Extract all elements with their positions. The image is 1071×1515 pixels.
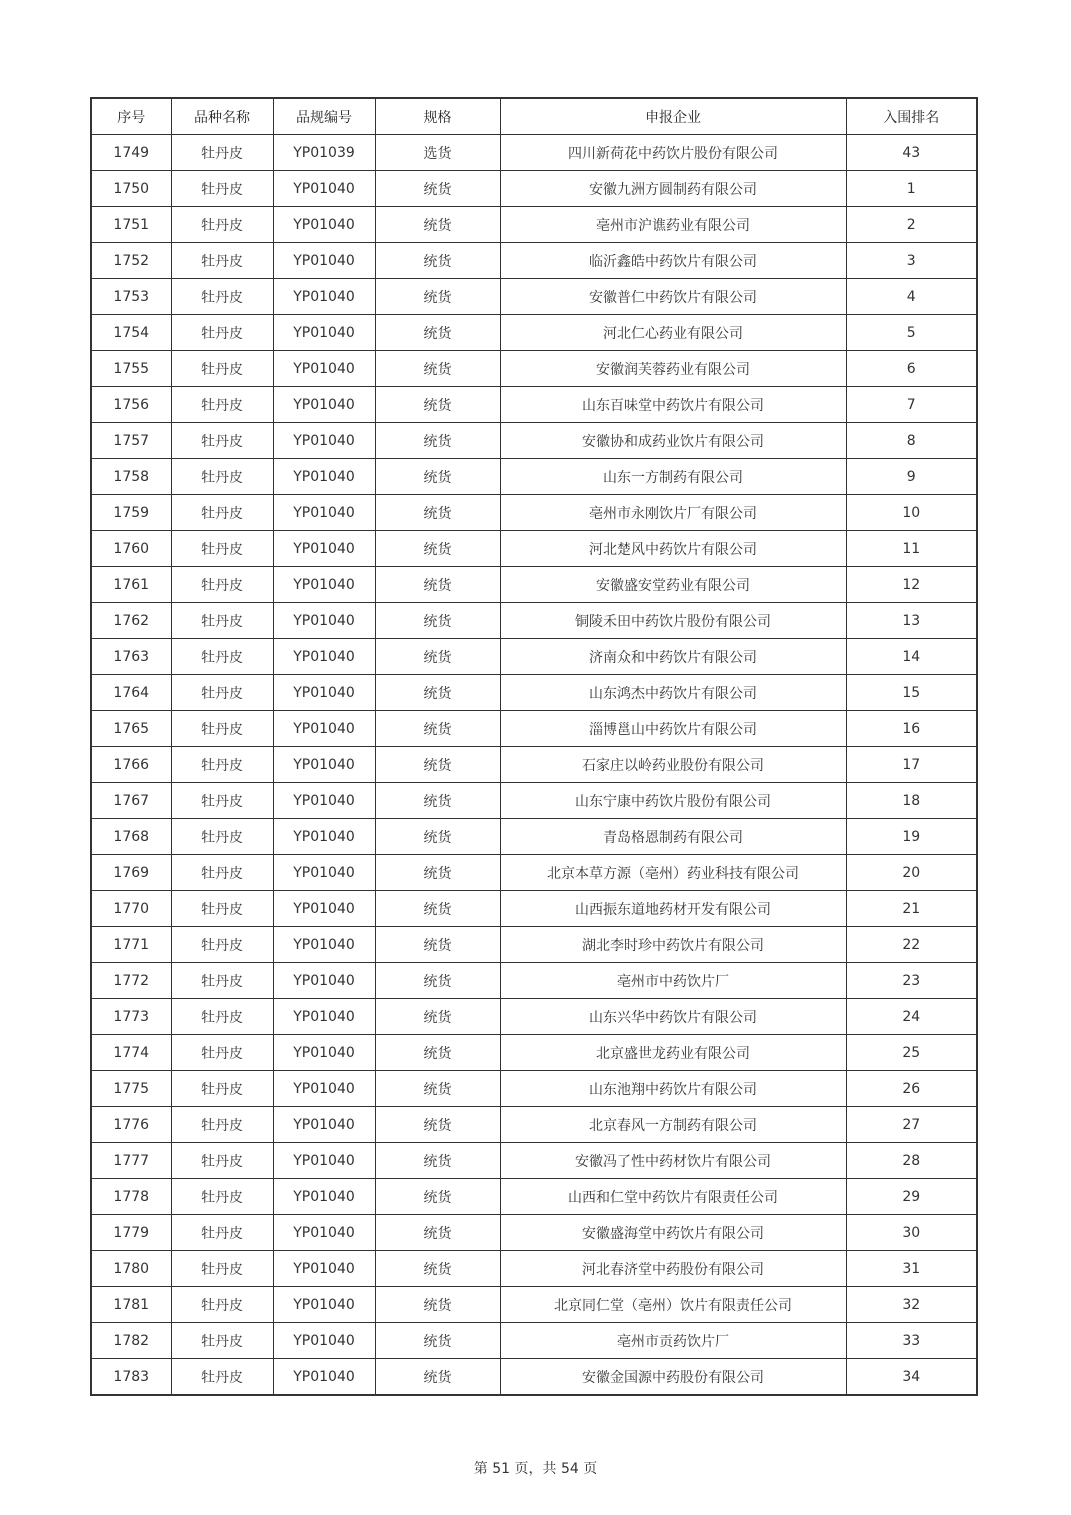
- cell-rank: 11: [846, 531, 977, 567]
- header-cell-company: 申报企业: [500, 98, 846, 135]
- cell-company: 亳州市中药饮片厂: [500, 963, 846, 999]
- cell-spec: 统货: [375, 711, 500, 747]
- cell-variety: 牡丹皮: [171, 1359, 273, 1396]
- cell-rank: 20: [846, 855, 977, 891]
- cell-index: 1754: [91, 315, 171, 351]
- cell-variety: 牡丹皮: [171, 1287, 273, 1323]
- cell-company: 山西和仁堂中药饮片有限责任公司: [500, 1179, 846, 1215]
- cell-index: 1781: [91, 1287, 171, 1323]
- cell-code: YP01040: [273, 495, 375, 531]
- cell-code: YP01040: [273, 603, 375, 639]
- cell-rank: 33: [846, 1323, 977, 1359]
- cell-variety: 牡丹皮: [171, 711, 273, 747]
- cell-code: YP01040: [273, 819, 375, 855]
- cell-company: 四川新荷花中药饮片股份有限公司: [500, 135, 846, 171]
- cell-code: YP01040: [273, 1287, 375, 1323]
- cell-company: 安徽协和成药业饮片有限公司: [500, 423, 846, 459]
- cell-index: 1776: [91, 1107, 171, 1143]
- cell-spec: 统货: [375, 351, 500, 387]
- cell-variety: 牡丹皮: [171, 459, 273, 495]
- table-row: [91, 1143, 977, 1179]
- cell-rank: 24: [846, 999, 977, 1035]
- cell-company: 河北春济堂中药股份有限公司: [500, 1251, 846, 1287]
- cell-company: 河北楚风中药饮片有限公司: [500, 531, 846, 567]
- cell-spec: 统货: [375, 531, 500, 567]
- cell-spec: 统货: [375, 243, 500, 279]
- cell-company: 山东百味堂中药饮片有限公司: [500, 387, 846, 423]
- cell-variety: 牡丹皮: [171, 171, 273, 207]
- cell-rank: 15: [846, 675, 977, 711]
- cell-spec: 统货: [375, 963, 500, 999]
- cell-rank: 2: [846, 207, 977, 243]
- cell-variety: 牡丹皮: [171, 1107, 273, 1143]
- cell-index: 1768: [91, 819, 171, 855]
- cell-index: 1749: [91, 135, 171, 171]
- cell-code: YP01039: [273, 135, 375, 171]
- cell-variety: 牡丹皮: [171, 1179, 273, 1215]
- table-row: [91, 243, 977, 279]
- cell-code: YP01040: [273, 747, 375, 783]
- cell-index: 1780: [91, 1251, 171, 1287]
- cell-variety: 牡丹皮: [171, 1323, 273, 1359]
- cell-spec: 统货: [375, 819, 500, 855]
- cell-rank: 6: [846, 351, 977, 387]
- cell-company: 安徽九洲方圆制药有限公司: [500, 171, 846, 207]
- cell-company: 青岛格恩制药有限公司: [500, 819, 846, 855]
- cell-index: 1762: [91, 603, 171, 639]
- cell-index: 1783: [91, 1359, 171, 1396]
- cell-spec: 统货: [375, 315, 500, 351]
- table-row: [91, 675, 977, 711]
- cell-spec: 统货: [375, 1251, 500, 1287]
- cell-code: YP01040: [273, 459, 375, 495]
- table-row: [91, 1035, 977, 1071]
- cell-code: YP01040: [273, 711, 375, 747]
- cell-company: 亳州市沪谯药业有限公司: [500, 207, 846, 243]
- cell-spec: 统货: [375, 1323, 500, 1359]
- table-header-row: [91, 98, 977, 135]
- table-row: [91, 1287, 977, 1323]
- cell-rank: 22: [846, 927, 977, 963]
- cell-index: 1752: [91, 243, 171, 279]
- cell-spec: 统货: [375, 423, 500, 459]
- cell-code: YP01040: [273, 1251, 375, 1287]
- cell-rank: 3: [846, 243, 977, 279]
- cell-spec: 统货: [375, 639, 500, 675]
- table-row: [91, 531, 977, 567]
- cell-index: 1774: [91, 1035, 171, 1071]
- cell-company: 济南众和中药饮片有限公司: [500, 639, 846, 675]
- cell-variety: 牡丹皮: [171, 207, 273, 243]
- cell-code: YP01040: [273, 927, 375, 963]
- cell-company: 安徽盛海堂中药饮片有限公司: [500, 1215, 846, 1251]
- cell-spec: 统货: [375, 171, 500, 207]
- table-row: [91, 495, 977, 531]
- cell-code: YP01040: [273, 1359, 375, 1396]
- cell-index: 1758: [91, 459, 171, 495]
- table-row: [91, 207, 977, 243]
- cell-variety: 牡丹皮: [171, 531, 273, 567]
- header-cell-code: 品规编号: [273, 98, 375, 135]
- cell-company: 淄博邕山中药饮片有限公司: [500, 711, 846, 747]
- cell-variety: 牡丹皮: [171, 747, 273, 783]
- table-row: [91, 1323, 977, 1359]
- cell-code: YP01040: [273, 891, 375, 927]
- cell-index: 1765: [91, 711, 171, 747]
- table-row: [91, 1107, 977, 1143]
- cell-company: 山东宁康中药饮片股份有限公司: [500, 783, 846, 819]
- cell-company: 山东池翔中药饮片有限公司: [500, 1071, 846, 1107]
- cell-index: 1760: [91, 531, 171, 567]
- cell-rank: 29: [846, 1179, 977, 1215]
- cell-index: 1750: [91, 171, 171, 207]
- cell-variety: 牡丹皮: [171, 675, 273, 711]
- cell-index: 1779: [91, 1215, 171, 1251]
- cell-rank: 25: [846, 1035, 977, 1071]
- cell-rank: 5: [846, 315, 977, 351]
- table-row: [91, 135, 977, 171]
- table-row: [91, 855, 977, 891]
- cell-variety: 牡丹皮: [171, 567, 273, 603]
- page-number: 第 51 页，共 54 页: [473, 1461, 598, 1477]
- cell-spec: 统货: [375, 855, 500, 891]
- cell-spec: 统货: [375, 675, 500, 711]
- cell-rank: 32: [846, 1287, 977, 1323]
- cell-index: 1782: [91, 1323, 171, 1359]
- cell-company: 北京春风一方制药有限公司: [500, 1107, 846, 1143]
- cell-code: YP01040: [273, 1071, 375, 1107]
- cell-company: 山东一方制药有限公司: [500, 459, 846, 495]
- header-cell-rank: 入围排名: [846, 98, 977, 135]
- cell-rank: 30: [846, 1215, 977, 1251]
- cell-spec: 统货: [375, 1071, 500, 1107]
- table-row: [91, 999, 977, 1035]
- cell-variety: 牡丹皮: [171, 783, 273, 819]
- table-row: [91, 747, 977, 783]
- cell-index: 1771: [91, 927, 171, 963]
- cell-index: 1763: [91, 639, 171, 675]
- cell-variety: 牡丹皮: [171, 891, 273, 927]
- cell-variety: 牡丹皮: [171, 963, 273, 999]
- cell-rank: 26: [846, 1071, 977, 1107]
- cell-company: 临沂鑫皓中药饮片有限公司: [500, 243, 846, 279]
- cell-variety: 牡丹皮: [171, 819, 273, 855]
- table-row: [91, 819, 977, 855]
- cell-company: 安徽金国源中药股份有限公司: [500, 1359, 846, 1396]
- cell-spec: 统货: [375, 567, 500, 603]
- table-row: [91, 639, 977, 675]
- cell-company: 河北仁心药业有限公司: [500, 315, 846, 351]
- cell-variety: 牡丹皮: [171, 639, 273, 675]
- cell-spec: 统货: [375, 1215, 500, 1251]
- cell-variety: 牡丹皮: [171, 243, 273, 279]
- cell-spec: 统货: [375, 1107, 500, 1143]
- cell-rank: 17: [846, 747, 977, 783]
- cell-index: 1778: [91, 1179, 171, 1215]
- cell-company: 山东鸿杰中药饮片有限公司: [500, 675, 846, 711]
- cell-company: 亳州市贡药饮片厂: [500, 1323, 846, 1359]
- cell-spec: 统货: [375, 603, 500, 639]
- data-table: [90, 97, 978, 1396]
- cell-index: 1775: [91, 1071, 171, 1107]
- cell-index: 1773: [91, 999, 171, 1035]
- cell-company: 安徽冯了性中药材饮片有限公司: [500, 1143, 846, 1179]
- table-row: [91, 387, 977, 423]
- cell-rank: 14: [846, 639, 977, 675]
- cell-code: YP01040: [273, 1215, 375, 1251]
- table-row: [91, 1251, 977, 1287]
- cell-code: YP01040: [273, 423, 375, 459]
- table-row: [91, 567, 977, 603]
- cell-code: YP01040: [273, 315, 375, 351]
- cell-code: YP01040: [273, 783, 375, 819]
- table-row: [91, 603, 977, 639]
- table-row: [91, 891, 977, 927]
- cell-index: 1757: [91, 423, 171, 459]
- header-cell-spec: 规格: [375, 98, 500, 135]
- cell-spec: 统货: [375, 459, 500, 495]
- cell-variety: 牡丹皮: [171, 603, 273, 639]
- cell-spec: 统货: [375, 1179, 500, 1215]
- cell-spec: 统货: [375, 1143, 500, 1179]
- cell-index: 1769: [91, 855, 171, 891]
- table-row: [91, 963, 977, 999]
- cell-spec: 统货: [375, 891, 500, 927]
- header-cell-variety: 品种名称: [171, 98, 273, 135]
- cell-company: 北京盛世龙药业有限公司: [500, 1035, 846, 1071]
- table-row: [91, 351, 977, 387]
- cell-variety: 牡丹皮: [171, 999, 273, 1035]
- table-row: [91, 315, 977, 351]
- cell-spec: 统货: [375, 207, 500, 243]
- cell-spec: 统货: [375, 927, 500, 963]
- cell-index: 1755: [91, 351, 171, 387]
- cell-index: 1759: [91, 495, 171, 531]
- cell-variety: 牡丹皮: [171, 855, 273, 891]
- cell-rank: 31: [846, 1251, 977, 1287]
- cell-company: 北京本草方源（亳州）药业科技有限公司: [500, 855, 846, 891]
- cell-spec: 统货: [375, 279, 500, 315]
- cell-rank: 12: [846, 567, 977, 603]
- cell-company: 北京同仁堂（亳州）饮片有限责任公司: [500, 1287, 846, 1323]
- cell-rank: 13: [846, 603, 977, 639]
- cell-variety: 牡丹皮: [171, 495, 273, 531]
- cell-code: YP01040: [273, 1035, 375, 1071]
- cell-variety: 牡丹皮: [171, 927, 273, 963]
- cell-rank: 21: [846, 891, 977, 927]
- cell-variety: 牡丹皮: [171, 315, 273, 351]
- cell-spec: 统货: [375, 1287, 500, 1323]
- cell-company: 安徽润芙蓉药业有限公司: [500, 351, 846, 387]
- cell-rank: 9: [846, 459, 977, 495]
- cell-rank: 23: [846, 963, 977, 999]
- cell-rank: 10: [846, 495, 977, 531]
- cell-index: 1756: [91, 387, 171, 423]
- cell-code: YP01040: [273, 639, 375, 675]
- cell-variety: 牡丹皮: [171, 1251, 273, 1287]
- cell-spec: 统货: [375, 999, 500, 1035]
- cell-rank: 28: [846, 1143, 977, 1179]
- cell-index: 1772: [91, 963, 171, 999]
- cell-index: 1770: [91, 891, 171, 927]
- cell-code: YP01040: [273, 207, 375, 243]
- table-row: [91, 459, 977, 495]
- table-row: [91, 1179, 977, 1215]
- cell-rank: 7: [846, 387, 977, 423]
- cell-spec: 选货: [375, 135, 500, 171]
- cell-code: YP01040: [273, 1323, 375, 1359]
- cell-variety: 牡丹皮: [171, 387, 273, 423]
- cell-index: 1777: [91, 1143, 171, 1179]
- table-row: [91, 171, 977, 207]
- cell-code: YP01040: [273, 531, 375, 567]
- cell-rank: 8: [846, 423, 977, 459]
- cell-code: YP01040: [273, 279, 375, 315]
- cell-code: YP01040: [273, 999, 375, 1035]
- cell-index: 1766: [91, 747, 171, 783]
- cell-company: 山西振东道地药材开发有限公司: [500, 891, 846, 927]
- cell-company: 石家庄以岭药业股份有限公司: [500, 747, 846, 783]
- table-row: [91, 1071, 977, 1107]
- table-body: [91, 135, 977, 1396]
- cell-company: 安徽盛安堂药业有限公司: [500, 567, 846, 603]
- cell-variety: 牡丹皮: [171, 135, 273, 171]
- cell-code: YP01040: [273, 387, 375, 423]
- cell-company: 铜陵禾田中药饮片股份有限公司: [500, 603, 846, 639]
- cell-variety: 牡丹皮: [171, 1215, 273, 1251]
- cell-code: YP01040: [273, 351, 375, 387]
- cell-spec: 统货: [375, 783, 500, 819]
- cell-rank: 43: [846, 135, 977, 171]
- cell-variety: 牡丹皮: [171, 1071, 273, 1107]
- cell-spec: 统货: [375, 495, 500, 531]
- cell-code: YP01040: [273, 675, 375, 711]
- cell-company: 湖北李时珍中药饮片有限公司: [500, 927, 846, 963]
- cell-rank: 16: [846, 711, 977, 747]
- header-cell-index: 序号: [91, 98, 171, 135]
- cell-variety: 牡丹皮: [171, 1035, 273, 1071]
- cell-variety: 牡丹皮: [171, 279, 273, 315]
- cell-index: 1767: [91, 783, 171, 819]
- cell-index: 1753: [91, 279, 171, 315]
- table-row: [91, 711, 977, 747]
- cell-code: YP01040: [273, 171, 375, 207]
- cell-spec: 统货: [375, 747, 500, 783]
- cell-spec: 统货: [375, 1035, 500, 1071]
- cell-code: YP01040: [273, 1179, 375, 1215]
- cell-variety: 牡丹皮: [171, 1143, 273, 1179]
- cell-code: YP01040: [273, 243, 375, 279]
- cell-rank: 18: [846, 783, 977, 819]
- cell-spec: 统货: [375, 1359, 500, 1396]
- cell-code: YP01040: [273, 1143, 375, 1179]
- table-row: [91, 279, 977, 315]
- cell-code: YP01040: [273, 855, 375, 891]
- cell-rank: 4: [846, 279, 977, 315]
- cell-rank: 1: [846, 171, 977, 207]
- cell-company: 安徽普仁中药饮片有限公司: [500, 279, 846, 315]
- cell-rank: 19: [846, 819, 977, 855]
- table-row: [91, 783, 977, 819]
- cell-rank: 34: [846, 1359, 977, 1396]
- cell-index: 1751: [91, 207, 171, 243]
- table-row: [91, 1215, 977, 1251]
- cell-code: YP01040: [273, 567, 375, 603]
- cell-variety: 牡丹皮: [171, 423, 273, 459]
- cell-index: 1764: [91, 675, 171, 711]
- table-row: [91, 423, 977, 459]
- cell-company: 亳州市永刚饮片厂有限公司: [500, 495, 846, 531]
- cell-code: YP01040: [273, 963, 375, 999]
- cell-variety: 牡丹皮: [171, 351, 273, 387]
- cell-rank: 27: [846, 1107, 977, 1143]
- cell-spec: 统货: [375, 387, 500, 423]
- cell-index: 1761: [91, 567, 171, 603]
- table-row: [91, 1359, 977, 1396]
- cell-company: 山东兴华中药饮片有限公司: [500, 999, 846, 1035]
- cell-code: YP01040: [273, 1107, 375, 1143]
- table-row: [91, 927, 977, 963]
